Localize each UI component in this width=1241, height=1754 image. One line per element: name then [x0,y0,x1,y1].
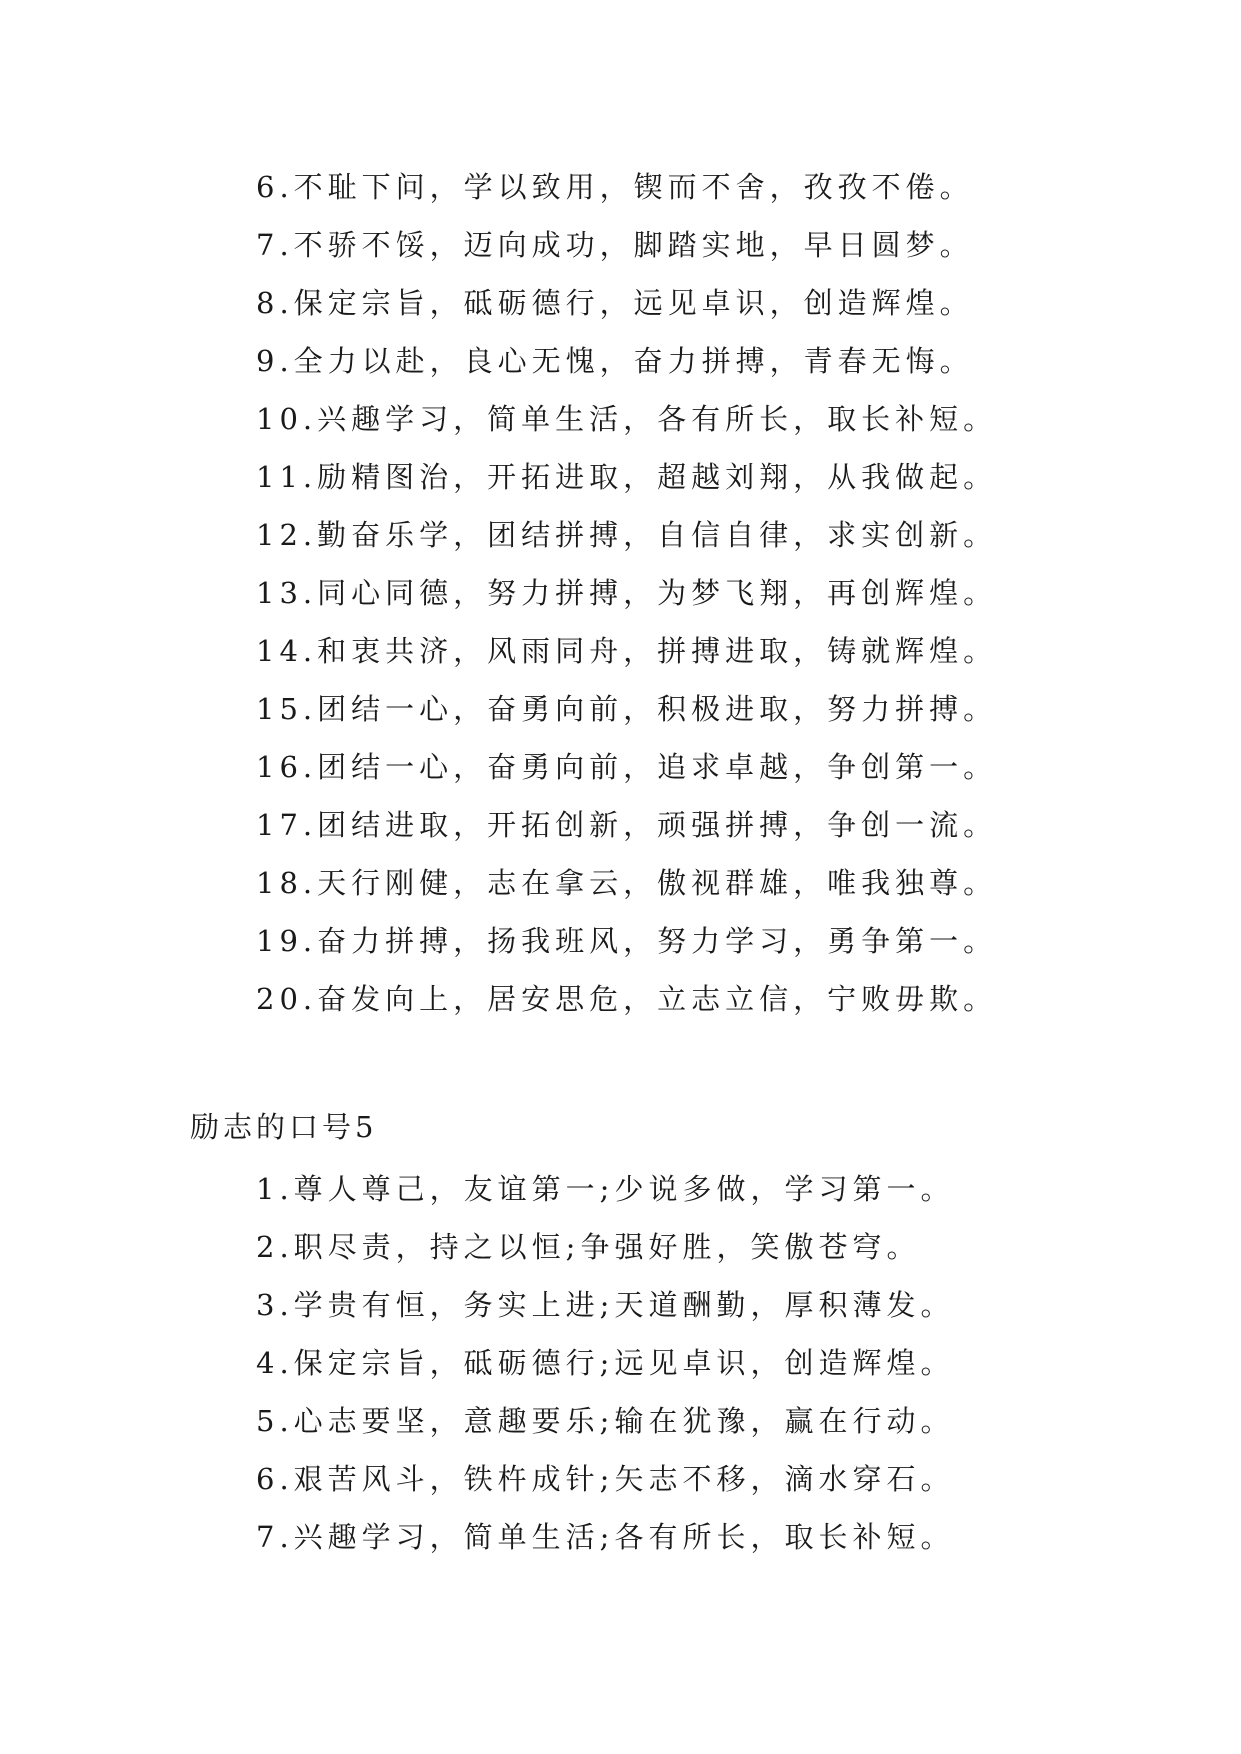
list-item: 6.艰苦风斗，铁杵成针;矢志不移，滴水穿石。 [256,1462,955,1496]
list-item: 17.团结进取，开拓创新，顽强拼搏，争创一流。 [256,808,998,842]
list-item: 15.团结一心，奋勇向前，积极进取，努力拼搏。 [256,692,998,726]
list-item: 8.保定宗旨，砥砺德行，远见卓识，创造辉煌。 [256,286,974,320]
section-heading: 励志的口号5 [190,1110,378,1144]
list-item: 5.心志要坚，意趣要乐;输在犹豫，赢在行动。 [256,1404,955,1438]
slogan-list-continued [256,158,997,1028]
list-item: 16.团结一心，奋勇向前，追求卓越，争创第一。 [256,750,998,784]
list-item: 7.兴趣学习，简单生活;各有所长，取长补短。 [256,1520,955,1554]
list-item: 3.学贵有恒，务实上进;天道酬勤，厚积薄发。 [256,1288,955,1322]
slogan-list-5 [256,1160,954,1566]
list-item: 10.兴趣学习，简单生活，各有所长，取长补短。 [256,402,998,436]
list-item: 12.勤奋乐学，团结拼搏，自信自律，求实创新。 [256,518,998,552]
list-item: 13.同心同德，努力拼搏，为梦飞翔，再创辉煌。 [256,576,998,610]
list-item: 20.奋发向上，居安思危，立志立信，宁败毋欺。 [256,982,998,1016]
list-item: 6.不耻下问，学以致用，锲而不舍，孜孜不倦。 [256,170,974,204]
list-item: 9.全力以赴，良心无愧，奋力拼搏，青春无悔。 [256,344,974,378]
list-item: 2.职尽责，持之以恒;争强好胜，笑傲苍穹。 [256,1230,921,1264]
list-item: 11.励精图治，开拓进取，超越刘翔，从我做起。 [256,460,998,494]
list-item: 7.不骄不馁，迈向成功，脚踏实地，早日圆梦。 [256,228,974,262]
list-item: 18.天行刚健，志在拿云，傲视群雄，唯我独尊。 [256,866,998,900]
list-item: 4.保定宗旨，砥砺德行;远见卓识，创造辉煌。 [256,1346,955,1380]
list-item: 19.奋力拼搏，扬我班风，努力学习，勇争第一。 [256,924,998,958]
list-item: 1.尊人尊己，友谊第一;少说多做，学习第一。 [256,1172,955,1206]
list-item: 14.和衷共济，风雨同舟，拼搏进取，铸就辉煌。 [256,634,998,668]
